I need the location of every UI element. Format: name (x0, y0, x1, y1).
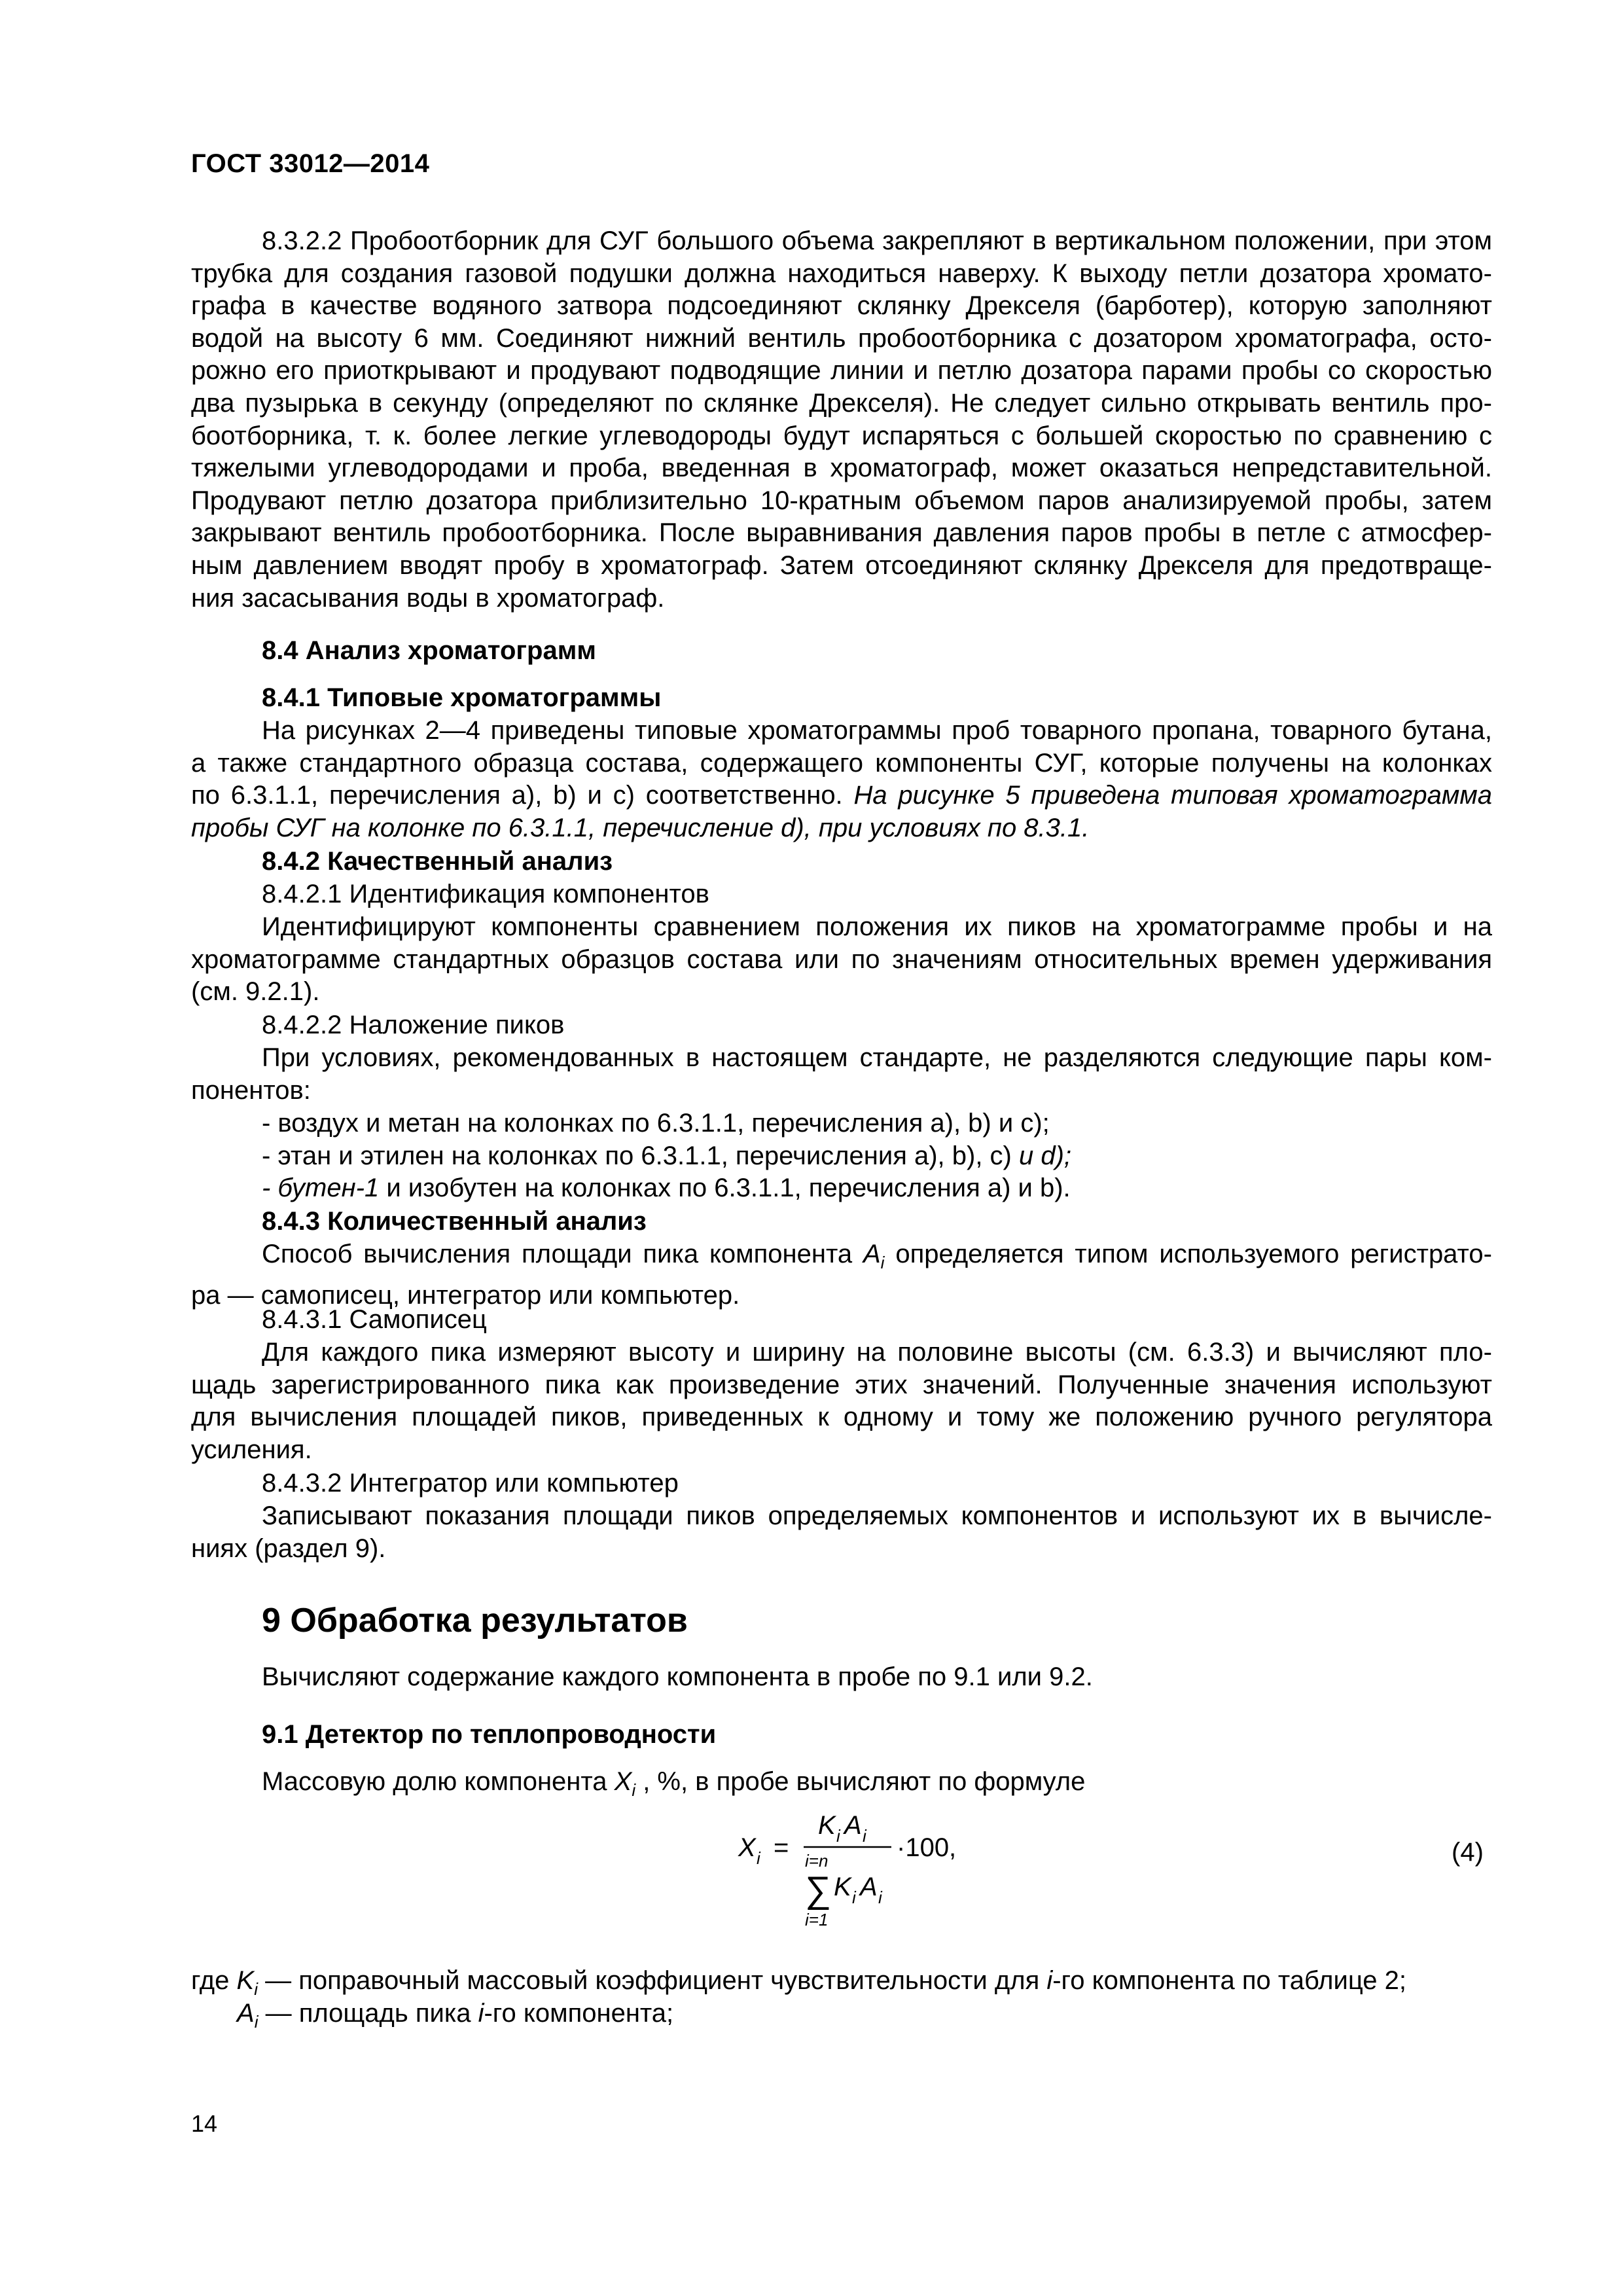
formula-den-ksub: i (852, 1888, 856, 1907)
paragraph-8-4-3-2 (191, 1500, 1492, 1565)
symbol-a: A (237, 1999, 255, 2028)
formula-num-k: K (818, 1811, 836, 1840)
text-line: а также стандартного образца состава, содержащего компоненты СУГ, которые получены на колонках (191, 748, 1492, 778)
paragraph-8-3-2-2 (191, 225, 1492, 615)
paragraph-8-4-2-2 (191, 1042, 1492, 1107)
text-fragment: и изобутен на колонках по 6.3.1.1, перечисления а) и b). (379, 1174, 1071, 1203)
text-fragment: по 6.3.1.1, перечисления а), b) и с) соответственно. (191, 781, 854, 810)
paragraph-8-4-1 (191, 715, 1492, 844)
list-item (191, 1172, 1492, 1205)
text-fragment: , %, в пробе вычисляют по формуле (635, 1767, 1086, 1796)
text-line: пробы СУГ на колонке по 6.3.1.1, перечисление d), при условиях по 8.3.1. (191, 813, 1090, 842)
text-line: трубка для создания газовой подушки должна находиться наверху. К выходу петли дозатора хромато- (191, 259, 1492, 288)
subheading-8-4-2-1: 8.4.2.1 Идентификация компонентов (262, 880, 709, 908)
text-fragment: где (191, 1966, 237, 1995)
formula-lower-limit: i=1 (805, 1910, 829, 1929)
text-line: ния засасывания воды в хроматограф. (191, 583, 665, 613)
symbol-x: X (614, 1767, 632, 1796)
text-line: для вычисления площадей пиков, приведенных к одному и тому же положению ручного регулятора (191, 1403, 1492, 1432)
formula-lhs: X (738, 1833, 756, 1862)
text-line: закрывают вентиль пробоотборника. После выравнивания давления паров пробы в петле с атмосфер- (191, 518, 1492, 548)
subscript-i: i (880, 1253, 885, 1272)
text-line: На рисунках 2—4 приведены типовые хроматограммы проб товарного пропана, товарного бутана, (262, 716, 1492, 745)
text-fragment: Способ вычисления площади пика компонента (262, 1240, 863, 1268)
text-line: При условиях, рекомендованных в настоящем стандарте, не разделяются следующие пары ком- (262, 1043, 1492, 1072)
formula-equals: = (774, 1833, 789, 1862)
text-line (191, 1238, 1492, 1280)
heading-8-4-1: 8.4.1 Типовые хроматограммы (262, 683, 662, 712)
text-fragment: — поправочный массовый коэффициент чувствительности для (257, 1966, 1047, 1995)
text-line: два пузырька в секунду (определяют по склянке Дрекселя). Не следует сильно открывать вентиль про- (191, 388, 1492, 418)
paragraph-8-4-3-1 (191, 1336, 1492, 1466)
subheading-8-4-3-2: 8.4.3.2 Интегратор или компьютер (262, 1469, 679, 1498)
paragraph-9-1 (262, 1766, 1085, 1807)
formula-multiplier: ·100, (897, 1833, 957, 1862)
paragraph-8-4-3 (191, 1238, 1492, 1312)
page-number: 14 (191, 2110, 218, 2137)
formula-num-a: A (844, 1811, 862, 1840)
text-fragment: — площадь пика (258, 1999, 478, 2028)
text-line: боотборника, т. к. более легкие углеводороды будут испаряться с большей скоростью по сравнению с (191, 421, 1492, 450)
text-line: хроматограмме стандартных образцов состава или по значениям относительных времен удерживания (191, 944, 1492, 974)
text-fragment: - этан и этилен на колонках по 6.3.1.1, перечисления а), b), с) (262, 1141, 1019, 1170)
formula-lhs-sub: i (757, 1848, 760, 1868)
text-line: тяжелыми углеводородами и проба, введенная в хроматограф, может оказаться непредставительной. (191, 454, 1492, 483)
italic-fragment: На рисунке 5 приведена типовая хроматограмма (853, 781, 1492, 810)
document-header-code: ГОСТ 33012—2014 (191, 149, 430, 178)
text-line: Продувают петлю дозатора приблизительно 10-кратным объемом паров анализируемой пробы, затем (191, 486, 1492, 515)
text-line: ниях (раздел 9). (191, 1534, 386, 1563)
italic-i: i (1046, 1966, 1053, 1995)
text-line: ным давлением вводят пробу в хроматограф. Затем отсоединяют склянку Дрекселя для предотвраще- (191, 550, 1492, 580)
text-fragment: определяется типом используемого регистрато- (884, 1240, 1492, 1268)
text-fragment: Массовую долю компонента (262, 1767, 615, 1796)
overlap-list (191, 1107, 1492, 1205)
heading-8-4-2: 8.4.2 Качественный анализ (262, 847, 613, 876)
paragraph-8-4-2-1 (191, 911, 1492, 1009)
formula-num-ksub: i (836, 1826, 840, 1846)
italic-fragment: - бутен-1 (262, 1174, 380, 1203)
text-line: понентов: (191, 1075, 311, 1105)
formula-number: (4) (1452, 1838, 1484, 1867)
sigma-icon: ∑ (805, 1869, 831, 1910)
text-line: (см. 9.2.1). (191, 977, 320, 1007)
text-line (191, 780, 1492, 812)
subscript-i: i (254, 1979, 258, 1999)
text-fragment: -го компонента по таблице 2; (1052, 1966, 1406, 1995)
list-item: - воздух и метан на колонках по 6.3.1.1, перечисления а), b) и с); (262, 1109, 1050, 1138)
text-line: рожно его приоткрывают и продувают подводящие линии и петлю дозатора парами пробы со скоростью (191, 356, 1492, 386)
text-line: Для каждого пика измеряют высоту и ширину на половине высоты (см. 6.3.3) и вычисляют пло- (262, 1338, 1492, 1367)
where-a (237, 1998, 673, 2039)
subscript-i: i (254, 2012, 259, 2032)
subheading-8-4-3-1: 8.4.3.1 Самописец (262, 1305, 487, 1334)
formula-4 (733, 1806, 1086, 1950)
subscript-i: i (632, 1780, 636, 1800)
text-line: водой на высоту 6 мм. Соединяют нижний вентиль пробоотборника с дозатором хроматографа, осто- (191, 323, 1492, 353)
section-heading-9: 9 Обработка результатов (262, 1602, 688, 1640)
formula-num-asub: i (863, 1826, 866, 1846)
symbol-a: A (863, 1240, 881, 1268)
text-line: Идентифицируют компоненты сравнением положения их пиков на хроматограмме пробы и на (262, 912, 1492, 941)
text-line: щадь зарегистрированного пика как произведение этих значений. Полученные значения используют (191, 1370, 1492, 1399)
italic-i: i (478, 1999, 484, 2028)
formula-upper-limit: i=n (805, 1851, 829, 1871)
symbol-k: K (236, 1966, 255, 1995)
heading-8-4-3: 8.4.3 Количественный анализ (262, 1207, 647, 1236)
formula-den-k: K (834, 1873, 851, 1901)
text-line: 8.3.2.2 Пробоотборник для СУГ большого объема закрепляют в вертикальном положении, при этом (262, 226, 1492, 255)
text-line: Записывают показания площади пиков определяемых компонентов и используют их в вычисле- (262, 1501, 1492, 1530)
heading-9-1: 9.1 Детектор по теплопроводности (262, 1720, 717, 1749)
text-line: графа в качестве водяного затвора подсоединяют склянку Дрекселя (барботер), которую заполняют (191, 291, 1492, 321)
formula-den-asub: i (878, 1888, 882, 1907)
paragraph-9: Вычисляют содержание каждого компонента в пробе по 9.1 или 9.2. (262, 1662, 1093, 1691)
heading-8-4: 8.4 Анализ хроматограмм (262, 636, 596, 665)
subheading-8-4-2-2: 8.4.2.2 Наложение пиков (262, 1011, 565, 1039)
list-item (191, 1140, 1492, 1173)
formula-den-a: A (860, 1873, 878, 1901)
italic-fragment: и d); (1019, 1141, 1072, 1170)
text-fragment: -го компонента; (484, 1999, 674, 2028)
text-line: ра — самописец, интегратор или компьютер. (191, 1280, 740, 1310)
text-line: усиления. (191, 1435, 312, 1464)
